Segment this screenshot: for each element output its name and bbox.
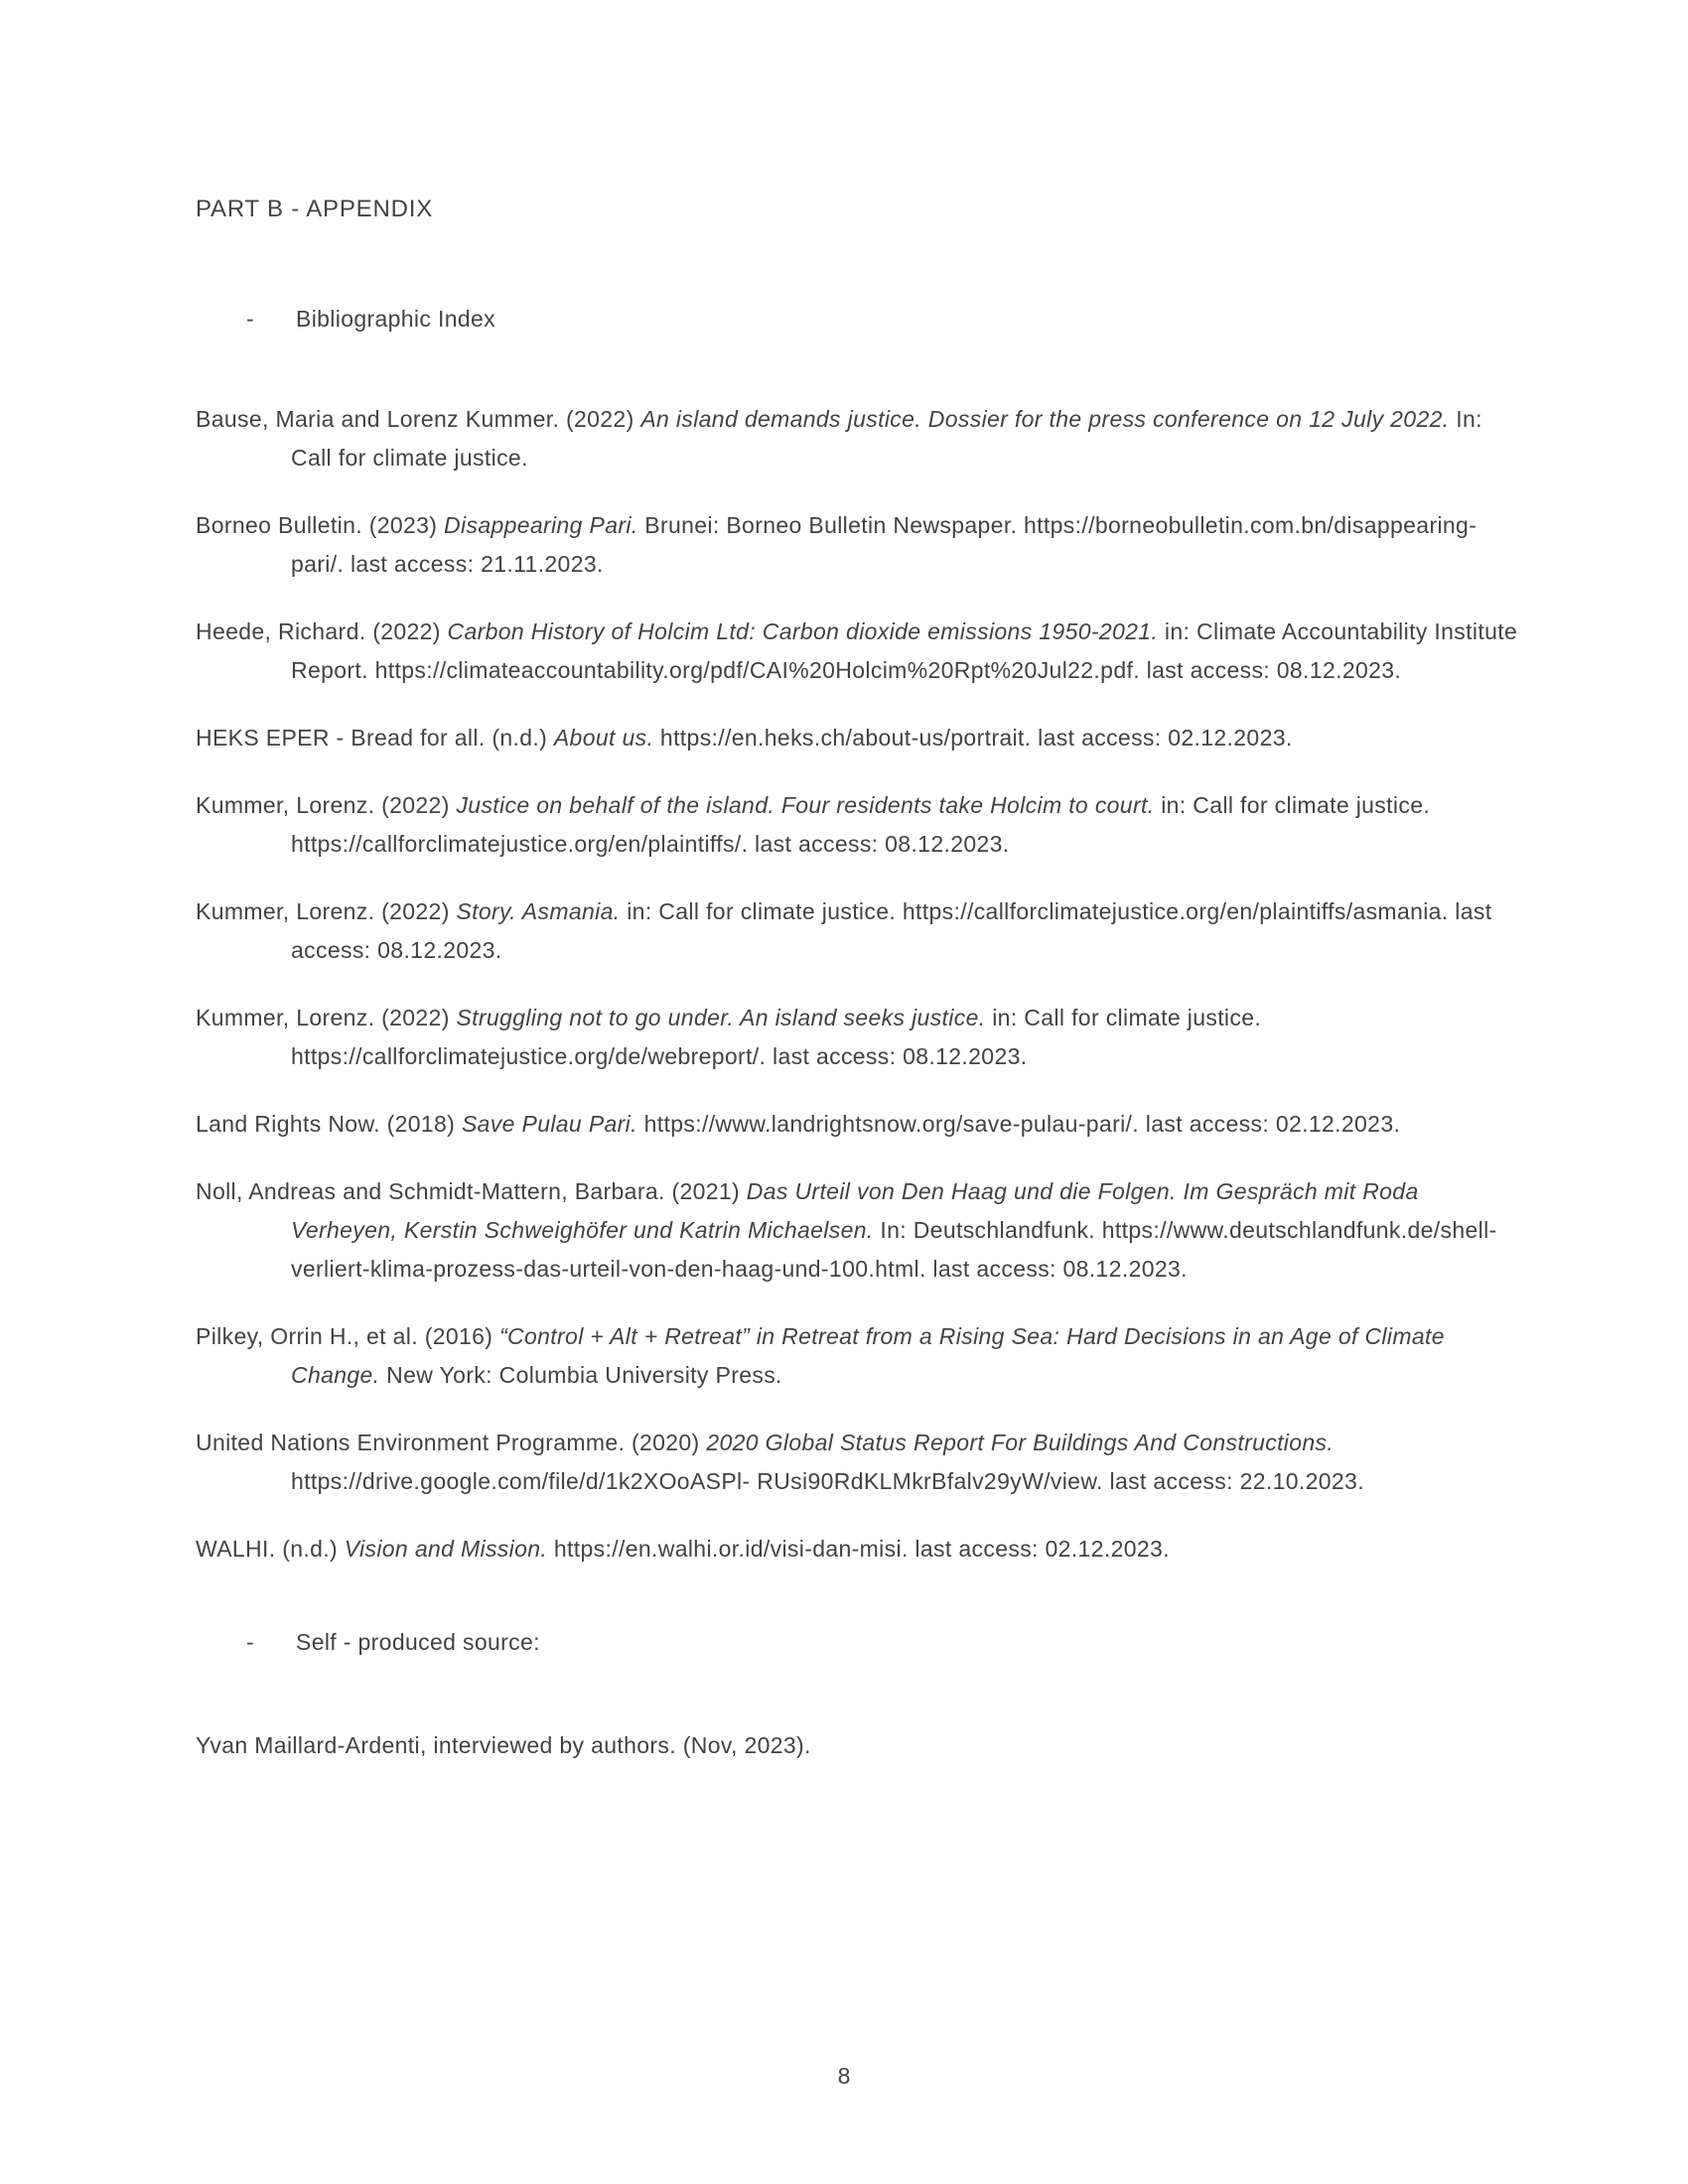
entry-text: Brunei: Borneo Bulletin Newspaper. https://borneobulletin.com.bn/disappearing-pari/. last access: 21.11.2023. bbox=[291, 512, 1477, 577]
entry-text: Land Rights Now. (2018) bbox=[196, 1111, 462, 1137]
entry-text: Kummer, Lorenz. (2022) bbox=[196, 792, 457, 818]
entry-text: New York: Columbia University Press. bbox=[379, 1362, 782, 1388]
entry-title-italic: About us. bbox=[553, 725, 654, 751]
bibliography-entry bbox=[196, 719, 1522, 757]
dash-bullet: - bbox=[246, 306, 255, 332]
entry-text: HEKS EPER - Bread for all. (n.d.) bbox=[196, 725, 554, 751]
entry-title-italic: Struggling not to go under. An island seeks justice. bbox=[456, 1005, 986, 1030]
entry-text: in: Call for climate justice. https://callforclimatejustice.org/en/plaintiffs/asmania. last access: 08.12.2023. bbox=[291, 898, 1492, 963]
entry-title-italic: Disappearing Pari. bbox=[444, 512, 638, 538]
entry-text: United Nations Environment Programme. (2020) bbox=[196, 1430, 707, 1455]
entry-title-italic: Justice on behalf of the island. Four residents take Holcim to court. bbox=[456, 792, 1155, 818]
page-content bbox=[196, 191, 1522, 1765]
bibliography-entry bbox=[196, 400, 1522, 478]
entry-title-italic: Save Pulau Pari. bbox=[461, 1111, 637, 1137]
entry-text: Borneo Bulletin. (2023) bbox=[196, 512, 445, 538]
entry-text: Pilkey, Orrin H., et al. (2016) bbox=[196, 1323, 500, 1349]
bibliography-entry bbox=[196, 1424, 1522, 1501]
dash-bullet: - bbox=[246, 1629, 255, 1655]
entry-title-italic: “Control + Alt + Retreat” in Retreat from a Rising Sea: Hard Decisions in an Age of Climate Change. bbox=[291, 1323, 1445, 1388]
bibliography-entry bbox=[196, 999, 1522, 1076]
bibliography-entry bbox=[196, 1105, 1522, 1144]
page-title: PART B - APPENDIX bbox=[196, 196, 434, 222]
bibliography-entry bbox=[196, 1172, 1522, 1289]
bibliography-entry bbox=[196, 786, 1522, 864]
entry-text: Heede, Richard. (2022) bbox=[196, 618, 448, 644]
bibliography-entry bbox=[196, 506, 1522, 584]
entry-text: Noll, Andreas and Schmidt-Mattern, Barbara. (2021) bbox=[196, 1178, 747, 1204]
entry-text: Kummer, Lorenz. (2022) bbox=[196, 1005, 457, 1030]
entry-text: In: Call for climate justice. bbox=[291, 406, 1482, 471]
entry-title-italic: 2020 Global Status Report For Buildings And Constructions. bbox=[706, 1430, 1335, 1455]
section-item-bibliographic-index bbox=[196, 300, 1522, 339]
entry-title-italic: Story. Asmania. bbox=[456, 898, 621, 924]
section-label-bibliographic-index: Bibliographic Index bbox=[296, 306, 495, 332]
entry-text: Bause, Maria and Lorenz Kummer. (2022) bbox=[196, 406, 641, 432]
entry-text: https://en.walhi.or.id/visi-dan-misi. last access: 02.12.2023. bbox=[547, 1536, 1170, 1562]
section-item-self-produced-source bbox=[196, 1623, 1522, 1662]
entry-text: https://en.heks.ch/about-us/portrait. last access: 02.12.2023. bbox=[653, 725, 1293, 751]
entry-text: in: Climate Accountability Institute Report. https://climateaccountability.org/pdf/CAI%20Holcim%20Rpt%20Jul22.pdf. last access: 08.12.2023. bbox=[291, 618, 1518, 683]
section-label-self-produced-source: Self - produced source: bbox=[296, 1629, 540, 1655]
entry-text: in: Call for climate justice. https://callforclimatejustice.org/de/webreport/. last access: 08.12.2023. bbox=[291, 1005, 1262, 1069]
bibliography-list bbox=[196, 400, 1522, 1569]
bibliography-entry bbox=[196, 613, 1522, 690]
entry-text: WALHI. (n.d.) bbox=[196, 1536, 345, 1562]
page-number: 8 bbox=[837, 2063, 851, 2089]
entry-text: Kummer, Lorenz. (2022) bbox=[196, 898, 457, 924]
entry-title-italic: An island demands justice. Dossier for the press conference on 12 July 2022. bbox=[640, 406, 1450, 432]
entry-title-italic: Das Urteil von Den Haag und die Folgen. Im Gespräch mit Roda Verheyen, Kerstin Schweighöfer und Katrin Michaelsen. bbox=[291, 1178, 1419, 1243]
bibliography-entry bbox=[196, 1317, 1522, 1395]
entry-text: https://drive.google.com/file/d/1k2XOoASPl- RUsi90RdKLMkrBfalv29yW/view. last access: 22.10.2023. bbox=[291, 1468, 1364, 1494]
entry-text: in: Call for climate justice. https://callforclimatejustice.org/en/plaintiffs/. last access: 08.12.2023. bbox=[291, 792, 1431, 857]
entry-text: In: Deutschlandfunk. https://www.deutschlandfunk.de/shell-verliert-klima-prozess-das-urteil-von-den-haag-und-100.html. last access: 08.12.2023. bbox=[291, 1217, 1497, 1282]
entry-text: https://www.landrightsnow.org/save-pulau-pari/. last access: 02.12.2023. bbox=[636, 1111, 1401, 1137]
bibliography-entry bbox=[196, 1530, 1522, 1569]
self-produced-source-text: Yvan Maillard-Ardenti, interviewed by authors. (Nov, 2023). bbox=[196, 1732, 811, 1758]
entry-title-italic: Carbon History of Holcim Ltd: Carbon dioxide emissions 1950-2021. bbox=[447, 618, 1159, 644]
entry-title-italic: Vision and Mission. bbox=[344, 1536, 548, 1562]
bibliography-entry bbox=[196, 892, 1522, 970]
